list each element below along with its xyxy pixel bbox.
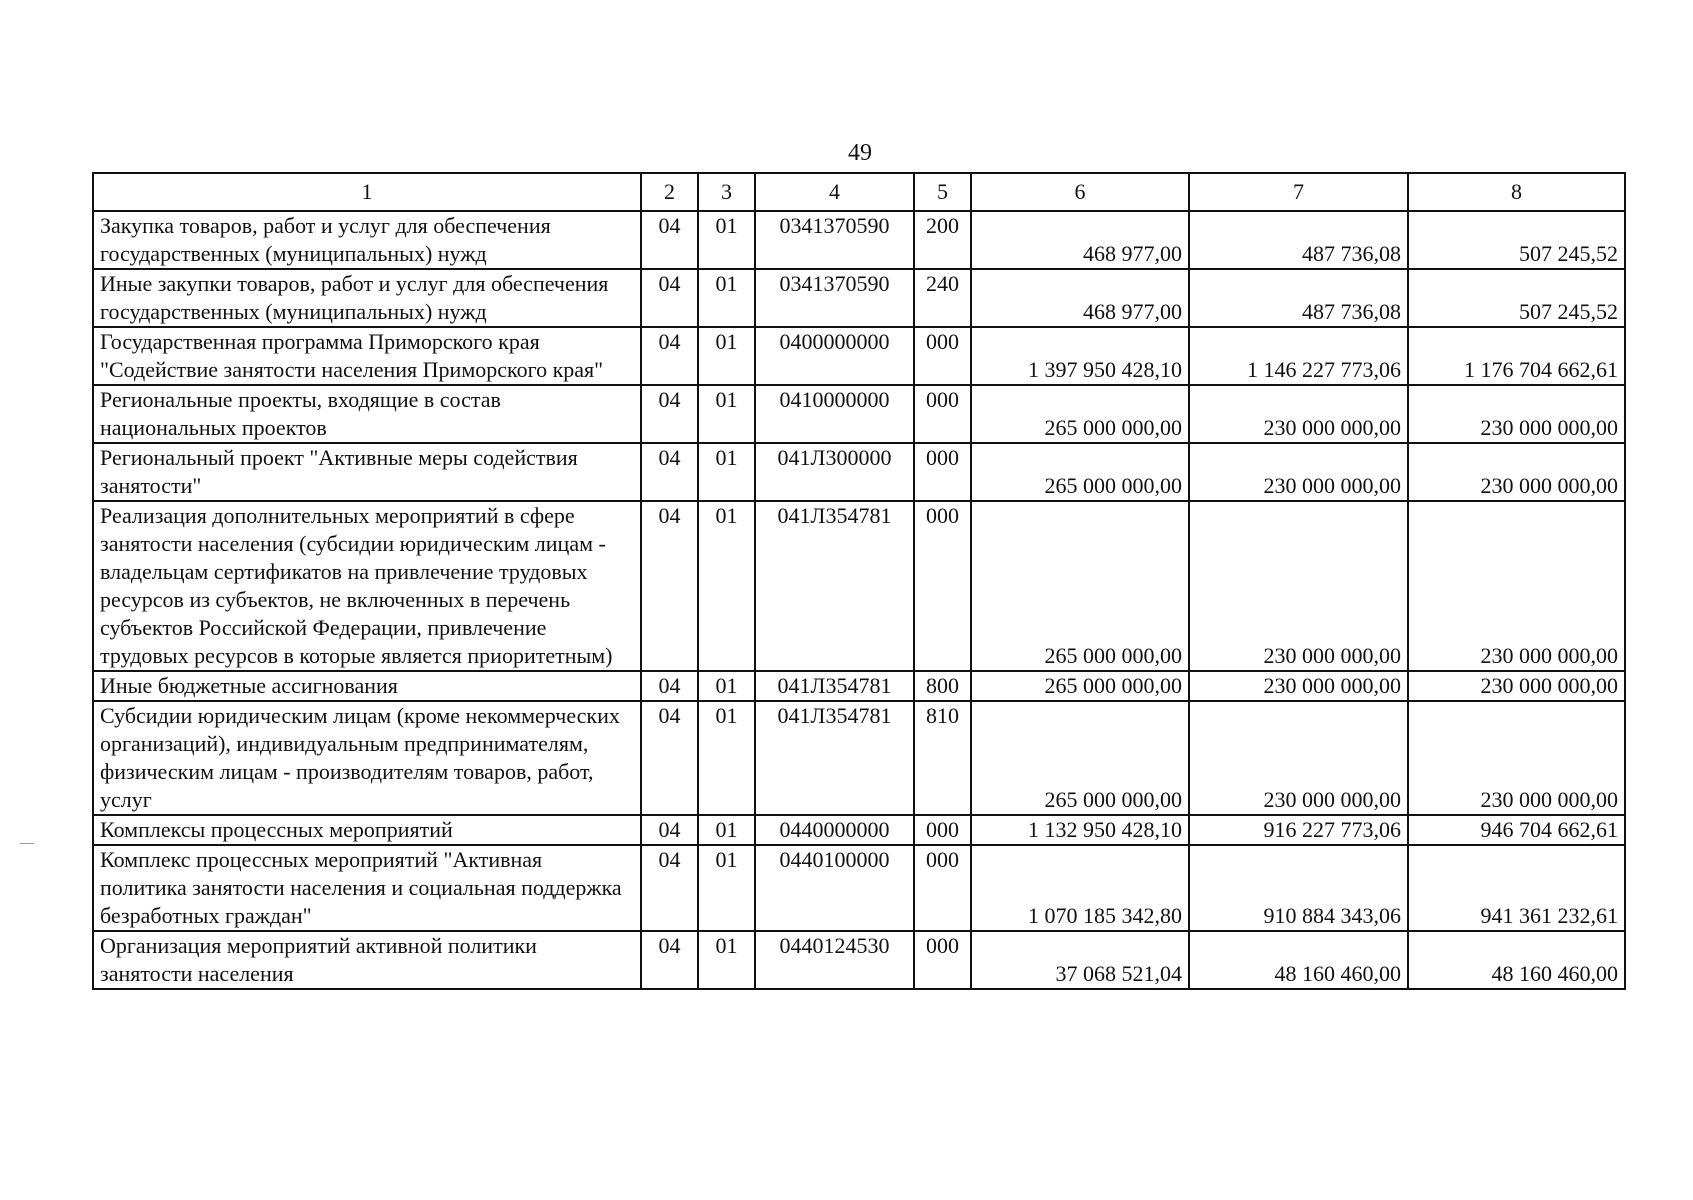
target-article-code: 0341370590 [755, 269, 914, 327]
expense-type-code: 000 [914, 501, 971, 671]
subsection-code: 01 [698, 701, 755, 815]
subsection-code: 01 [698, 211, 755, 269]
amount-col7: 48 160 460,00 [1189, 931, 1408, 989]
table-row [93, 671, 1625, 701]
target-article-code: 0440124530 [755, 931, 914, 989]
expense-type-code: 240 [914, 269, 971, 327]
amount-col8: 230 000 000,00 [1408, 385, 1625, 443]
table-row [93, 327, 1625, 385]
subsection-code: 01 [698, 845, 755, 931]
amount-col6: 265 000 000,00 [971, 385, 1189, 443]
section-code: 04 [641, 701, 698, 815]
amount-col7: 916 227 773,06 [1189, 815, 1408, 845]
subsection-code: 01 [698, 671, 755, 701]
amount-col6: 265 000 000,00 [971, 443, 1189, 501]
expense-type-code: 810 [914, 701, 971, 815]
subsection-code: 01 [698, 815, 755, 845]
subsection-code: 01 [698, 327, 755, 385]
table-row [93, 845, 1625, 931]
row-name: Субсидии юридическим лицам (кроме некоммерческих организаций), индивидуальным предпринимателям, физическим лицам - производителям товаров, работ, услуг [93, 701, 641, 815]
subsection-code: 01 [698, 443, 755, 501]
amount-col8: 230 000 000,00 [1408, 701, 1625, 815]
amount-col6: 1 070 185 342,80 [971, 845, 1189, 931]
section-code: 04 [641, 931, 698, 989]
row-name: Региональный проект "Активные меры содействия занятости" [93, 443, 641, 501]
amount-col6: 1 397 950 428,10 [971, 327, 1189, 385]
row-name: Комплексы процессных мероприятий [93, 815, 641, 845]
amount-col8: 230 000 000,00 [1408, 443, 1625, 501]
scan-mark [20, 843, 34, 844]
subsection-code: 01 [698, 931, 755, 989]
expense-type-code: 000 [914, 327, 971, 385]
column-header: 5 [914, 173, 971, 211]
column-header: 7 [1189, 173, 1408, 211]
column-header: 4 [755, 173, 914, 211]
amount-col8: 946 704 662,61 [1408, 815, 1625, 845]
amount-col8: 48 160 460,00 [1408, 931, 1625, 989]
target-article-code: 041Л300000 [755, 443, 914, 501]
target-article-code: 041Л354781 [755, 671, 914, 701]
column-header: 1 [93, 173, 641, 211]
amount-col7: 910 884 343,06 [1189, 845, 1408, 931]
row-name: Иные бюджетные ассигнования [93, 671, 641, 701]
amount-col6: 265 000 000,00 [971, 671, 1189, 701]
table-header-row [93, 173, 1625, 211]
amount-col7: 230 000 000,00 [1189, 701, 1408, 815]
target-article-code: 0440000000 [755, 815, 914, 845]
column-header: 8 [1408, 173, 1625, 211]
section-code: 04 [641, 845, 698, 931]
amount-col8: 507 245,52 [1408, 211, 1625, 269]
column-header: 2 [641, 173, 698, 211]
page-number: 49 [848, 140, 872, 166]
amount-col7: 230 000 000,00 [1189, 443, 1408, 501]
subsection-code: 01 [698, 385, 755, 443]
amount-col6: 468 977,00 [971, 211, 1189, 269]
row-name: Организация мероприятий активной политики занятости населения [93, 931, 641, 989]
amount-col7: 230 000 000,00 [1189, 671, 1408, 701]
table-row [93, 701, 1625, 815]
amount-col8: 1 176 704 662,61 [1408, 327, 1625, 385]
amount-col8: 230 000 000,00 [1408, 501, 1625, 671]
amount-col7: 487 736,08 [1189, 211, 1408, 269]
expense-type-code: 000 [914, 815, 971, 845]
section-code: 04 [641, 385, 698, 443]
target-article-code: 0410000000 [755, 385, 914, 443]
subsection-code: 01 [698, 501, 755, 671]
amount-col7: 487 736,08 [1189, 269, 1408, 327]
amount-col8: 230 000 000,00 [1408, 671, 1625, 701]
target-article-code: 0440100000 [755, 845, 914, 931]
amount-col8: 507 245,52 [1408, 269, 1625, 327]
row-name: Иные закупки товаров, работ и услуг для обеспечения государственных (муниципальных) нужд [93, 269, 641, 327]
expense-type-code: 000 [914, 931, 971, 989]
expense-type-code: 800 [914, 671, 971, 701]
amount-col6: 1 132 950 428,10 [971, 815, 1189, 845]
row-name: Закупка товаров, работ и услуг для обеспечения государственных (муниципальных) нужд [93, 211, 641, 269]
amount-col6: 468 977,00 [971, 269, 1189, 327]
budget-table [92, 172, 1626, 990]
amount-col6: 265 000 000,00 [971, 501, 1189, 671]
subsection-code: 01 [698, 269, 755, 327]
section-code: 04 [641, 671, 698, 701]
section-code: 04 [641, 443, 698, 501]
row-name: Региональные проекты, входящие в состав национальных проектов [93, 385, 641, 443]
target-article-code: 041Л354781 [755, 701, 914, 815]
target-article-code: 0341370590 [755, 211, 914, 269]
row-name: Государственная программа Приморского края "Содействие занятости населения Приморского края" [93, 327, 641, 385]
amount-col6: 37 068 521,04 [971, 931, 1189, 989]
table-row [93, 815, 1625, 845]
section-code: 04 [641, 269, 698, 327]
expense-type-code: 200 [914, 211, 971, 269]
row-name: Реализация дополнительных мероприятий в сфере занятости населения (субсидии юридическим лицам - владельцам сертификатов на привлечение трудовых ресурсов из субъектов, не включенных в перечень субъектов Российской Федерации, привлечение трудовых ресурсов в которые является приоритетным) [93, 501, 641, 671]
section-code: 04 [641, 327, 698, 385]
expense-type-code: 000 [914, 443, 971, 501]
column-header: 3 [698, 173, 755, 211]
amount-col6: 265 000 000,00 [971, 701, 1189, 815]
section-code: 04 [641, 211, 698, 269]
expense-type-code: 000 [914, 845, 971, 931]
table-row [93, 443, 1625, 501]
section-code: 04 [641, 501, 698, 671]
amount-col7: 1 146 227 773,06 [1189, 327, 1408, 385]
target-article-code: 0400000000 [755, 327, 914, 385]
table-row [93, 501, 1625, 671]
table-row [93, 211, 1625, 269]
table-row [93, 385, 1625, 443]
column-header: 6 [971, 173, 1189, 211]
amount-col7: 230 000 000,00 [1189, 501, 1408, 671]
table-row [93, 269, 1625, 327]
amount-col8: 941 361 232,61 [1408, 845, 1625, 931]
table-row [93, 931, 1625, 989]
section-code: 04 [641, 815, 698, 845]
target-article-code: 041Л354781 [755, 501, 914, 671]
amount-col7: 230 000 000,00 [1189, 385, 1408, 443]
expense-type-code: 000 [914, 385, 971, 443]
row-name: Комплекс процессных мероприятий "Активная политика занятости населения и социальная поддержка безработных граждан" [93, 845, 641, 931]
